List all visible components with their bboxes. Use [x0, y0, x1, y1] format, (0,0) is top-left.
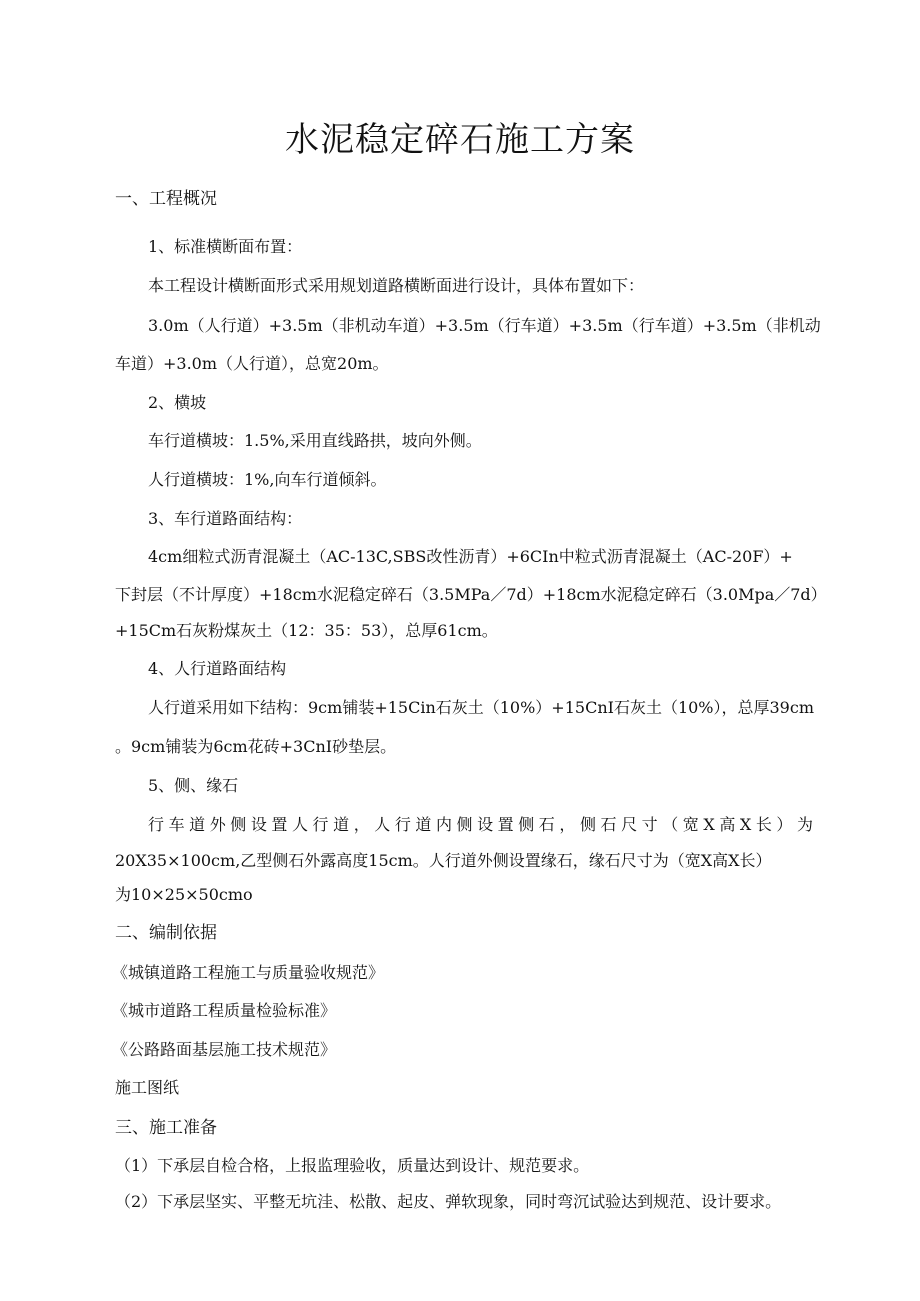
item-heading-carriageway-structure: 3、车行道路面结构：	[148, 509, 303, 528]
reference-item: 《公路路面基层施工技术规范》	[112, 1040, 337, 1059]
paragraph-line: 人行道横坡：1%,向车行道倾斜。	[148, 470, 387, 489]
section-heading-preparation: 三、施工准备	[115, 1118, 217, 1138]
item-heading-curbs: 5、侧、缘石	[148, 776, 239, 795]
item-heading-sidewalk-structure: 4、人行道路面结构	[148, 659, 287, 678]
paragraph-line: 。9cm铺装为6cm花砖+3CnI砂垫层。	[115, 737, 397, 756]
paragraph-line: 车道）+3.0m（人行道），总宽20m。	[115, 354, 389, 373]
section-heading-basis: 二、编制依据	[115, 923, 217, 943]
paragraph-line: 人行道采用如下结构：9cm铺装+15Cin石灰土（10%）+15CnI石灰土（10%），总厚39cm	[148, 698, 814, 717]
paragraph-line: 3.0m（人行道）+3.5m（非机动车道）+3.5m（行车道）+3.5m（行车道）+3.5m（非机动	[148, 316, 821, 335]
paragraph-line: 本工程设计横断面形式采用规划道路横断面进行设计，具体布置如下：	[148, 276, 645, 295]
paragraph-line: 为10×25×50cmo	[115, 885, 253, 904]
item-heading-cross-section: 1、标准横断面布置：	[148, 237, 303, 256]
preparation-item: （1）下承层自检合格，上报监理验收，质量达到设计、规范要求。	[115, 1156, 590, 1175]
paragraph-line: 4cm细粒式沥青混凝土（AC-13C,SBS改性沥青）+6CIn中粒式沥青混凝土（AC-20F）+	[148, 547, 793, 566]
paragraph-line: 下封层（不计厚度）+18cm水泥稳定碎石（3.5MPa／7d）+18cm水泥稳定碎石（3.0Mpa／7d）	[115, 585, 827, 604]
preparation-item: （2）下承层坚实、平整无坑洼、松散、起皮、弹软现象，同时弯沉试验达到规范、设计要求。	[115, 1192, 782, 1211]
paragraph-line: 行车道外侧设置人行道，人行道内侧设置侧石，侧石尺寸（宽X高X长）为	[148, 815, 813, 834]
section-heading-overview: 一、工程概况	[115, 189, 217, 209]
reference-item: 施工图纸	[115, 1078, 180, 1097]
paragraph-line: 车行道横坡：1.5%,采用直线路拱，坡向外侧。	[148, 431, 482, 450]
document-title: 水泥稳定碎石施工方案	[285, 120, 635, 160]
paragraph-line: 20X35×100cm,乙型侧石外露高度15cm。人行道外侧设置缘石，缘石尺寸为（宽X高X长）	[115, 851, 772, 870]
reference-item: 《城镇道路工程施工与质量验收规范》	[112, 963, 385, 982]
reference-item: 《城市道路工程质量检验标准》	[112, 1001, 337, 1020]
item-heading-slope: 2、横坡	[148, 393, 207, 412]
paragraph-line: +15Cm石灰粉煤灰土（12：35：53），总厚61cm。	[115, 621, 498, 640]
